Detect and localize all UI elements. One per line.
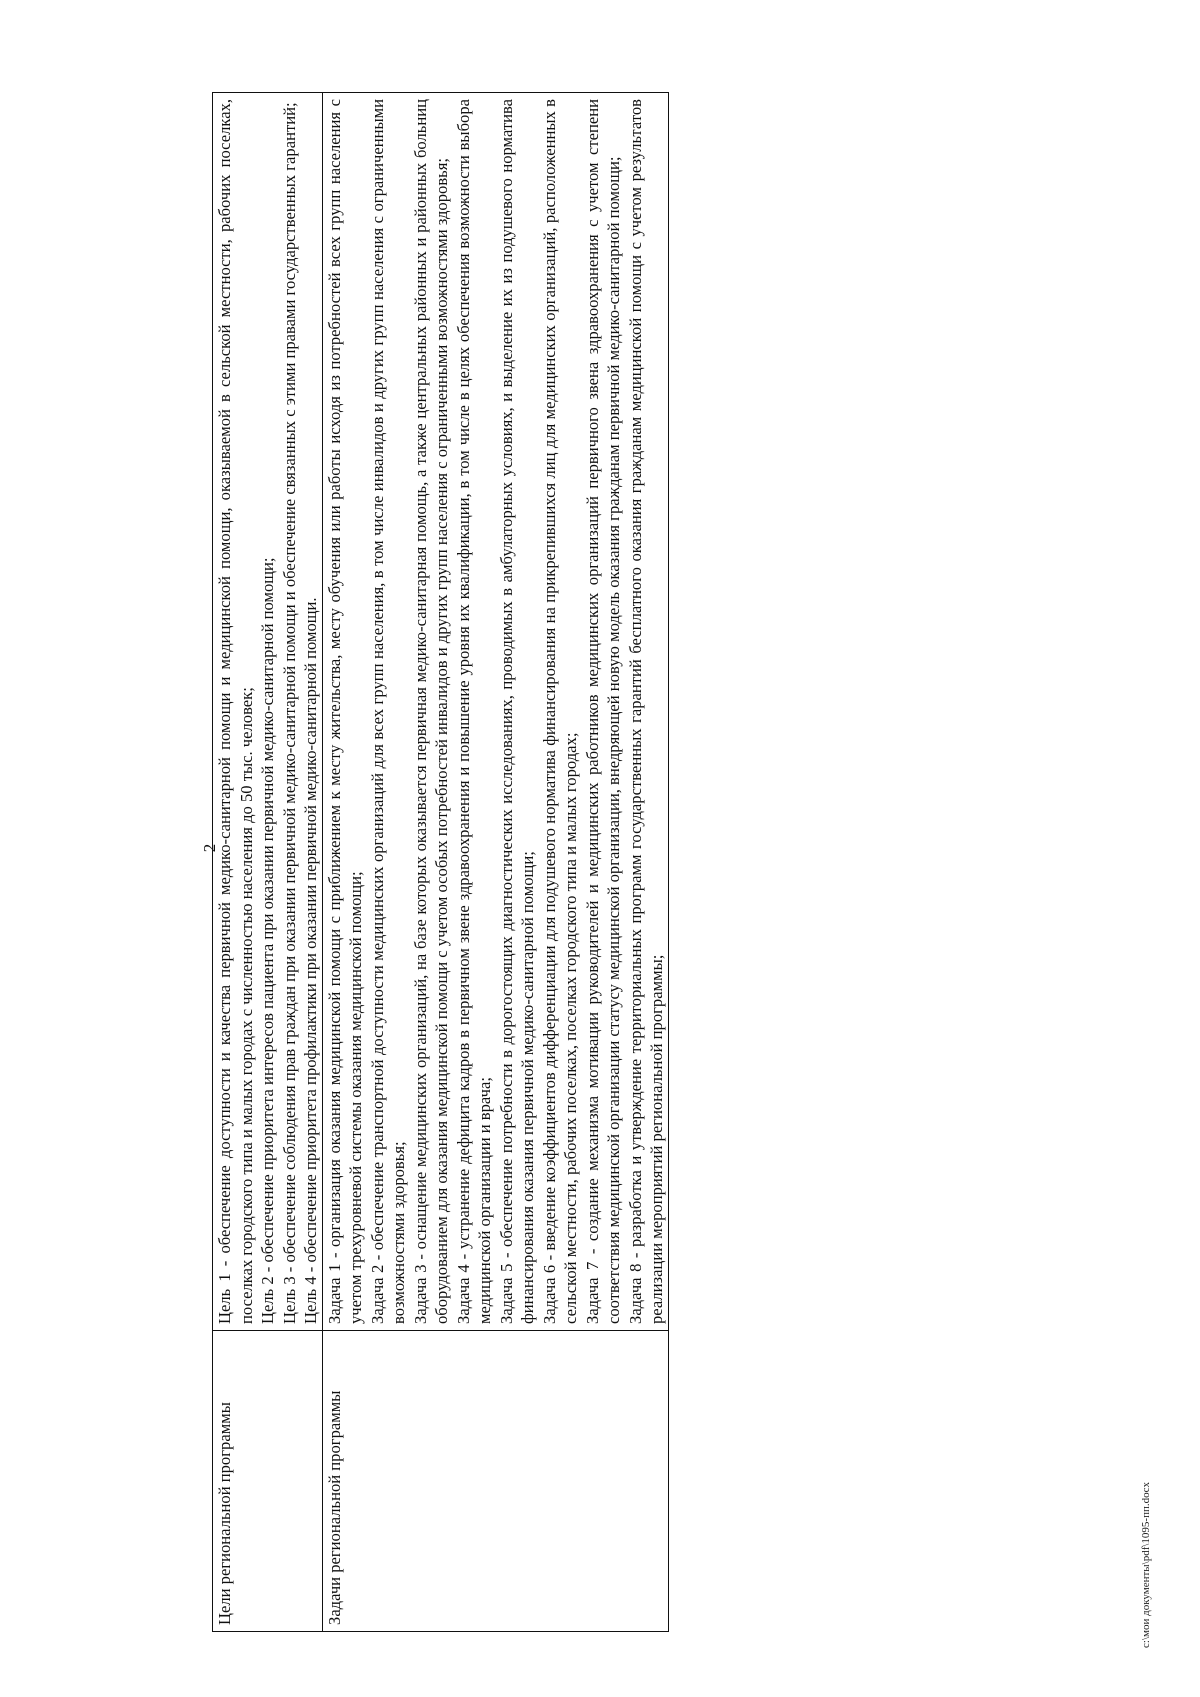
rotated-document-page	[40, 48, 1160, 1648]
table-row-tasks	[322, 93, 668, 1632]
footer-file-path: c:\мои документы\pdf\1095-пп.docx	[1140, 1481, 1152, 1648]
task-item: Задача 7 - создание механизма мотивации руководителей и медицинских работников медицинских организаций первичного звена здравоохранения с учетом степени соответствия медицинской организации статусу медицинской организации, внедряющей новую модель оказания гражданам первичной медико-санитарной помощи;	[582, 99, 623, 1324]
program-table	[212, 92, 669, 1632]
page-number: 2	[200, 843, 219, 853]
goals-label: Цели региональной программы	[213, 1331, 323, 1632]
task-item: Задача 6 - введение коэффициентов дифференциации для подушевого норматива финансирования на прикрепившихся лиц для медицинских организаций, расположенных в сельской местности, рабочих поселках, поселках городского типа и малых городах;	[539, 99, 580, 1324]
task-item: Задача 5 - обеспечение потребности в дорогостоящих диагностических исследованиях, проводимых в амбулаторных условиях, и выделение их из подушевого норматива финансирования оказания первичной медико-санитарной помощи;	[496, 99, 537, 1324]
goal-item: Цель 1 - обеспечение доступности и качества первичной медико-санитарной помощи и медицинской помощи, оказываемой в сельской местности, рабочих поселках, поселках городского типа и малых городах с численностью населения до 50 тыс. человек;	[215, 99, 256, 1324]
task-item: Задача 4 - устранение дефицита кадров в первичном звене здравоохранения и повышение уровня их квалификации, в том числе в целях обеспечения возможности выбора медицинской организации и врача;	[453, 99, 494, 1324]
tasks-label: Задачи региональной программы	[322, 1331, 668, 1632]
task-item: Задача 1 - организация оказания медицинской помощи с приближением к месту жительства, месту обучения или работы исходя из потребностей всех групп населения с учетом трехуровневой системы оказания медицинской помощи;	[324, 99, 365, 1324]
goal-item: Цель 2 - обеспечение приоритета интересов пациента при оказании первичной медико-санитарной помощи;	[258, 557, 277, 1324]
goals-content	[213, 93, 323, 1331]
goal-item: Цель 4 - обеспечение приоритета профилактики при оказании первичной медико-санитарной помощи.	[301, 597, 320, 1324]
task-item: Задача 2 - обеспечение транспортной доступности медицинских организаций для всех групп населения, в том числе инвалидов и других групп населения с ограниченными возможностями здоровья;	[367, 99, 408, 1324]
task-item: Задача 3 - оснащение медицинских организаций, на базе которых оказывается первичная медико-санитарная помощь, а также центральных районных и районных больниц оборудованием для оказания медицинской помощи с учетом особых потребностей инвалидов и других групп населения с ограниченными возможностями здоровья;	[410, 99, 451, 1324]
goal-item: Цель 3 - обеспечение соблюдения прав граждан при оказании первичной медико-санитарной помощи и обеспечение связанных с этими правами государственных гарантий;	[279, 102, 299, 1324]
tasks-content	[322, 93, 668, 1331]
task-item: Задача 8 - разработка и утверждение территориальных программ государственных гарантий бесплатного оказания гражданам медицинской помощи с учетом результатов реализации мероприятий региональной программы;	[625, 99, 666, 1324]
table-row-goals	[213, 93, 323, 1632]
